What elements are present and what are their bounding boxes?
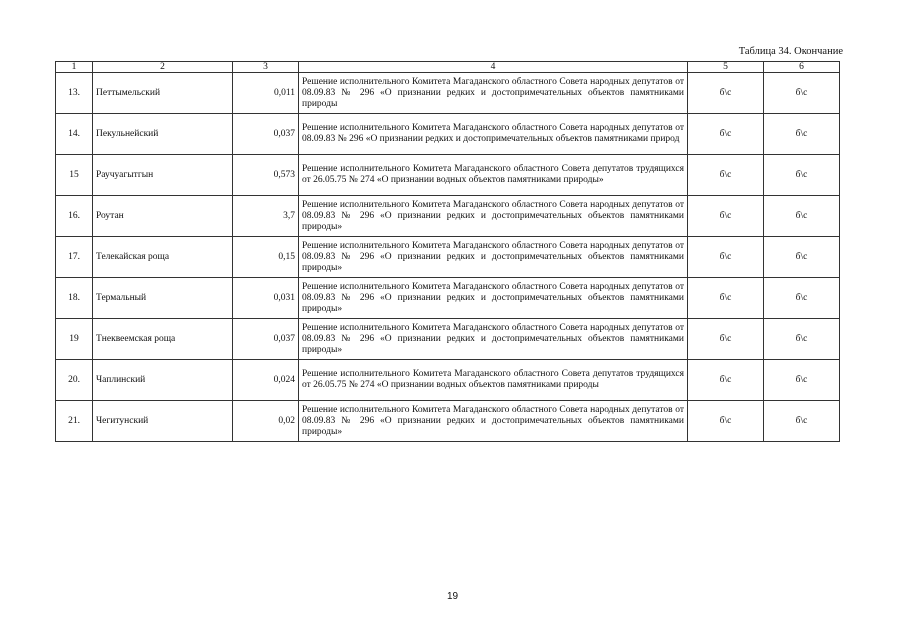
establishing-document: Решение исполнительного Комитета Магаданского областного Совета народных депутатов от 08.09.83 № 296 «О признании редких и достопримечательных объектов памятниками природы»: [299, 278, 688, 319]
column-6-value: б\с: [764, 319, 840, 360]
object-area: 0,037: [233, 319, 299, 360]
table-caption: Таблица 34. Окончание: [738, 46, 843, 57]
object-area: 0,573: [233, 155, 299, 196]
column-5-value: б\с: [688, 360, 764, 401]
column-5-value: б\с: [688, 114, 764, 155]
table-row: [56, 278, 840, 319]
column-header-6: 6: [764, 62, 840, 73]
object-name: Раучуагытгын: [93, 155, 233, 196]
table-row: [56, 196, 840, 237]
row-number: 14.: [56, 114, 93, 155]
table-row: [56, 237, 840, 278]
object-name: Петтымельский: [93, 73, 233, 114]
header-row: [56, 62, 840, 73]
column-6-value: б\с: [764, 196, 840, 237]
object-area: 3,7: [233, 196, 299, 237]
column-header-4: 4: [299, 62, 688, 73]
column-5-value: б\с: [688, 278, 764, 319]
object-name: Телекайская роща: [93, 237, 233, 278]
column-header-3: 3: [233, 62, 299, 73]
column-header-1: 1: [56, 62, 93, 73]
row-number: 18.: [56, 278, 93, 319]
column-5-value: б\с: [688, 155, 764, 196]
table-row: [56, 155, 840, 196]
row-number: 13.: [56, 73, 93, 114]
object-name: Чаплинский: [93, 360, 233, 401]
column-6-value: б\с: [764, 73, 840, 114]
establishing-document: Решение исполнительного Комитета Магаданского областного Совета народных депутатов от 08.09.83 № 296 «О признании редких и достопримечательных объектов памятниками природы: [299, 73, 688, 114]
row-number: 19: [56, 319, 93, 360]
establishing-document: Решение исполнительного Комитета Магаданского областного Совета народных депутатов от 08.09.83 № 296 «О признании редких и достопримечательных объектов памятниками природы»: [299, 319, 688, 360]
table-row: [56, 114, 840, 155]
object-area: 0,15: [233, 237, 299, 278]
establishing-document: Решение исполнительного Комитета Магаданского областного Совета народных депутатов от 08.09.83 № 296 «О признании редких и достопримечательных объектов памятниками природы»: [299, 401, 688, 442]
column-6-value: б\с: [764, 401, 840, 442]
row-number: 16.: [56, 196, 93, 237]
object-area: 0,024: [233, 360, 299, 401]
page-number: 19: [446, 591, 459, 602]
object-name: Тнеквеемская роща: [93, 319, 233, 360]
column-6-value: б\с: [764, 237, 840, 278]
establishing-document: Решение исполнительного Комитета Магаданского областного Совета депутатов трудящихся от 26.05.75 № 274 «О признании водных объектов памятниками природы»: [299, 155, 688, 196]
object-area: 0,031: [233, 278, 299, 319]
object-area: 0,011: [233, 73, 299, 114]
table-row: [56, 360, 840, 401]
column-header-5: 5: [688, 62, 764, 73]
object-name: Пекульнейский: [93, 114, 233, 155]
column-6-value: б\с: [764, 278, 840, 319]
row-number: 21.: [56, 401, 93, 442]
column-6-value: б\с: [764, 114, 840, 155]
row-number: 20.: [56, 360, 93, 401]
table-row: [56, 401, 840, 442]
column-5-value: б\с: [688, 196, 764, 237]
column-6-value: б\с: [764, 360, 840, 401]
establishing-document: Решение исполнительного Комитета Магаданского областного Совета депутатов трудящихся от 26.05.75 № 274 «О признании водных объектов памятниками природы: [299, 360, 688, 401]
column-5-value: б\с: [688, 73, 764, 114]
object-name: Чегитунский: [93, 401, 233, 442]
object-name: Термальный: [93, 278, 233, 319]
column-5-value: б\с: [688, 319, 764, 360]
object-area: 0,02: [233, 401, 299, 442]
object-name: Роутан: [93, 196, 233, 237]
row-number: 15: [56, 155, 93, 196]
object-area: 0,037: [233, 114, 299, 155]
column-5-value: б\с: [688, 401, 764, 442]
row-number: 17.: [56, 237, 93, 278]
column-header-2: 2: [93, 62, 233, 73]
column-6-value: б\с: [764, 155, 840, 196]
table-row: [56, 319, 840, 360]
establishing-document: Решение исполнительного Комитета Магаданского областного Совета народных депутатов от 08.09.83 № 296 «О признании редких и достопримечательных объектов памятниками природ: [299, 114, 688, 155]
protected-objects-table: [55, 61, 840, 442]
establishing-document: Решение исполнительного Комитета Магаданского областного Совета народных депутатов от 08.09.83 № 296 «О признании редких и достопримечательных объектов памятниками природы»: [299, 196, 688, 237]
column-5-value: б\с: [688, 237, 764, 278]
establishing-document: Решение исполнительного Комитета Магаданского областного Совета народных депутатов от 08.09.83 № 296 «О признании редких и достопримечательных объектов памятниками природы»: [299, 237, 688, 278]
table-row: [56, 73, 840, 114]
